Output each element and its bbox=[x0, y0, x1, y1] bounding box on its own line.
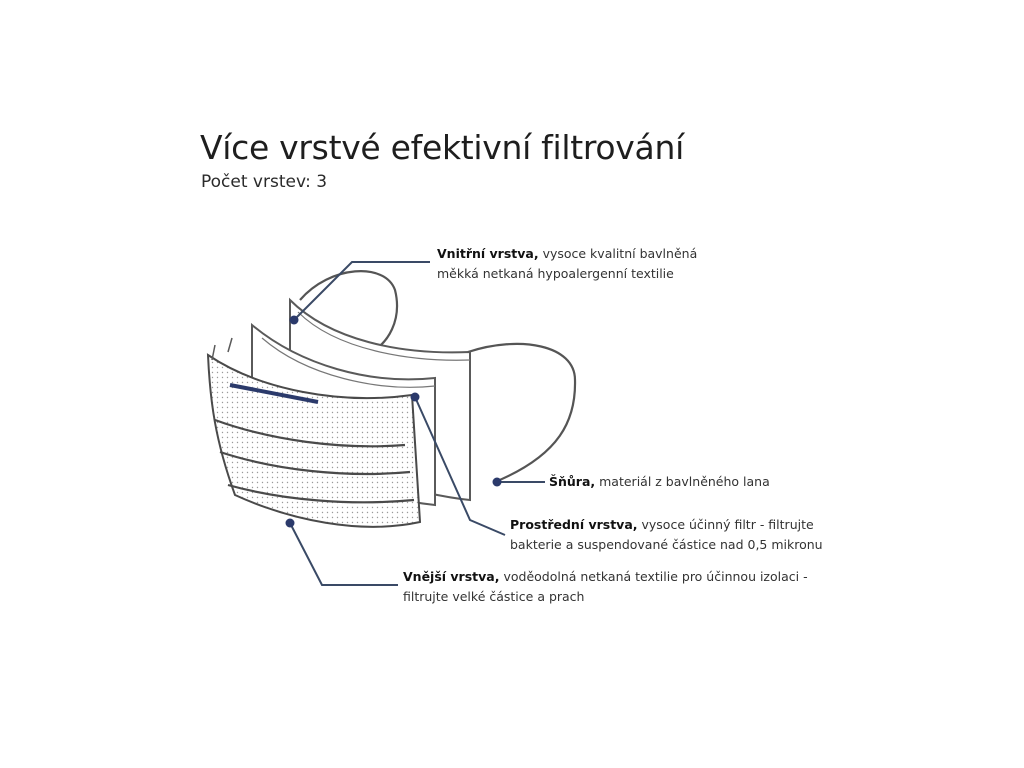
dot-middle bbox=[411, 393, 420, 402]
layer-count: Počet vrstev: 3 bbox=[201, 172, 328, 192]
callout-outer-layer: Vnější vrstva, voděodolná netkaná textilie pro účinnou izolaci - filtrujte velké částice a prach bbox=[403, 569, 808, 604]
callout-cord: Šňůra, materiál z bavlněného lana bbox=[549, 474, 770, 489]
callout-middle-layer: Prostřední vrstva, vysoce účinný filtr - filtrujte bakterie a suspendované částice nad 0,5 mikronu bbox=[510, 517, 823, 552]
inner-layer-name: Vnitřní vrstva, bbox=[437, 246, 539, 261]
cord-name: Šňůra, bbox=[549, 474, 596, 489]
middle-layer-name: Prostřední vrstva, bbox=[510, 517, 638, 532]
dot-cord bbox=[493, 478, 502, 487]
outer-layer-name: Vnější vrstva, bbox=[403, 569, 500, 584]
diagram-title: Více vrstvé efektivní filtrování bbox=[200, 128, 684, 167]
leader-outer bbox=[290, 523, 398, 585]
callout-inner-layer: Vnitřní vrstva, vysoce kvalitní bavlněná měkká netkaná hypoalergenní textilie bbox=[437, 246, 698, 281]
dot-outer bbox=[286, 519, 295, 528]
dot-inner bbox=[290, 316, 299, 325]
